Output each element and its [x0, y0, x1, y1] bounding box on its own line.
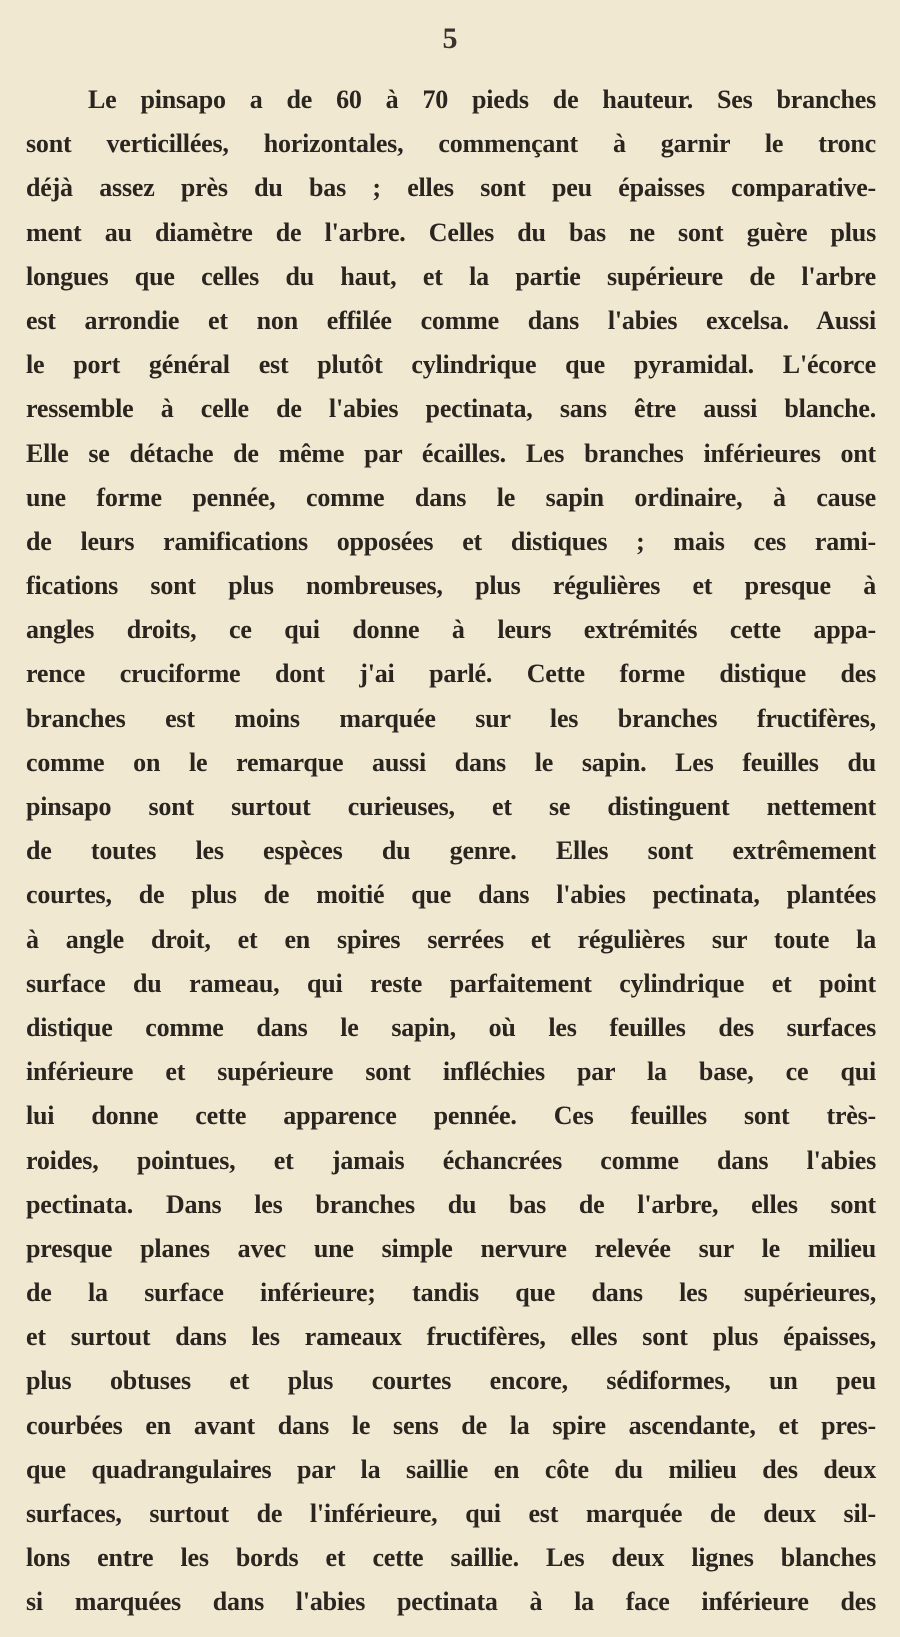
text-line: courtes, de plus de moitié que dans l'abies pectinata, plantées [26, 880, 876, 910]
text-line: de la surface inférieure; tandis que dans les supérieures, [26, 1278, 876, 1308]
text-line: roides, pointues, et jamais échancrées comme dans l'abies [26, 1145, 876, 1175]
text-line: sont verticillées, horizontales, commençant à garnir le tronc [26, 129, 876, 159]
text-line: distique comme dans le sapin, où les feuilles des surfaces [26, 1012, 876, 1042]
text-line: et surtout dans les rameaux fructifères, elles sont plus épaisses, [26, 1322, 876, 1352]
text-line: est arrondie et non effilée comme dans l'abies excelsa. Aussi [26, 305, 876, 335]
text-line: ment au diamètre de l'arbre. Celles du bas ne sont guère plus [26, 217, 876, 247]
text-line: longues que celles du haut, et la partie supérieure de l'arbre [26, 261, 876, 291]
text-line: surfaces, surtout de l'inférieure, qui est marquée de deux sil- [26, 1499, 876, 1528]
text-line: ressemble à celle de l'abies pectinata, sans être aussi blanche. [26, 394, 876, 424]
text-line: Le pinsapo a de 60 à 70 pieds de hauteur. Ses branches [88, 85, 876, 114]
text-line: si marquées dans l'abies pectinata à la face inférieure des [26, 1587, 876, 1617]
text-line: que quadrangulaires par la saillie en côte du milieu des deux [26, 1454, 876, 1484]
text-line: inférieure et supérieure sont infléchies par la base, ce qui [26, 1057, 876, 1087]
text-line: rence cruciforme dont j'ai parlé. Cette forme distique des [26, 659, 876, 689]
text-line: presque planes avec une simple nervure relevée sur le milieu [26, 1233, 876, 1263]
text-line: surface du rameau, qui reste parfaitement cylindrique et point [26, 968, 876, 998]
text-line: comme on le remarque aussi dans le sapin. Les feuilles du [26, 747, 876, 777]
text-line: Elle se détache de même par écailles. Les branches inférieures ont [26, 438, 876, 468]
text-line: une forme pennée, comme dans le sapin ordinaire, à cause [26, 482, 876, 512]
text-line: plus obtuses et plus courtes encore, sédiformes, un peu [26, 1366, 876, 1396]
text-line: de toutes les espèces du genre. Elles sont extrêmement [26, 836, 876, 866]
text-line: angles droits, ce qui donne à leurs extrémités cette appa- [26, 615, 876, 645]
text-line: à angle droit, et en spires serrées et régulières sur toute la [26, 924, 876, 954]
text-line: déjà assez près du bas ; elles sont peu épaisses comparative- [26, 173, 876, 203]
text-line: pinsapo sont surtout curieuses, et se distinguent nettement [26, 792, 876, 821]
body-text [26, 78, 876, 1625]
text-line: fications sont plus nombreuses, plus régulières et presque à [26, 571, 876, 601]
text-line: le port général est plutôt cylindrique que pyramidal. L'écorce [26, 350, 876, 380]
text-line: branches est moins marquée sur les branches fructifères, [26, 703, 876, 733]
page-number: 5 [442, 22, 458, 55]
text-line: courbées en avant dans le sens de la spire ascendante, et pres- [26, 1410, 876, 1440]
text-line: de leurs ramifications opposées et distiques ; mais ces rami- [26, 526, 876, 556]
text-line: lui donne cette apparence pennée. Ces feuilles sont très- [26, 1101, 876, 1131]
text-line: pectinata. Dans les branches du bas de l'arbre, elles sont [26, 1189, 876, 1219]
text-line: lons entre les bords et cette saillie. Les deux lignes blanches [26, 1543, 876, 1573]
